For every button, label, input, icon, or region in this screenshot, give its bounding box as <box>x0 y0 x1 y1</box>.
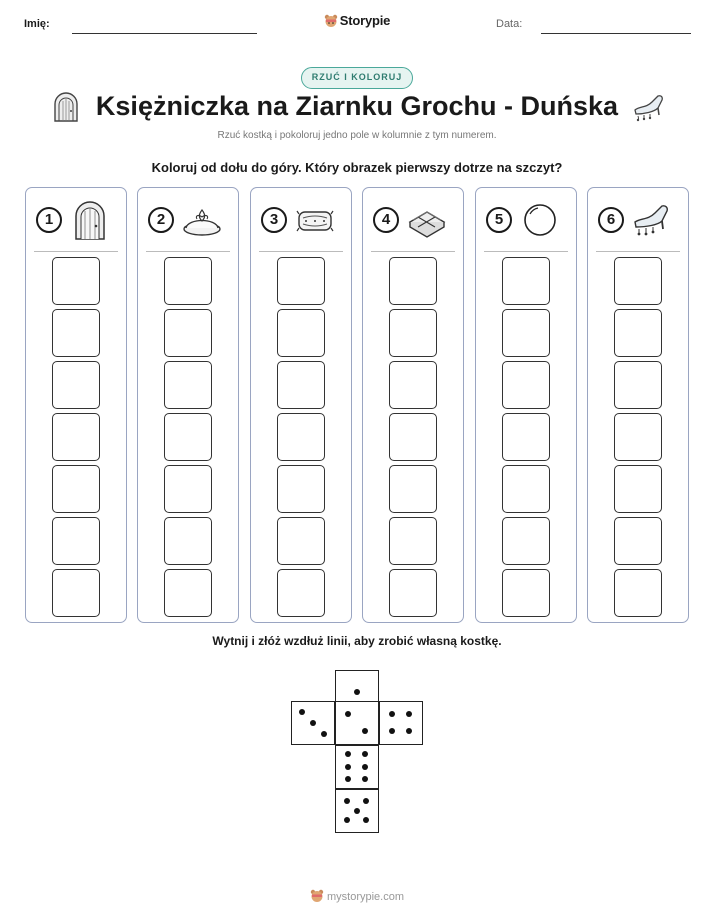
dice-pip <box>310 720 316 726</box>
activity-badge: RZUĆ I KOLORUJ <box>301 67 413 89</box>
color-box[interactable] <box>164 413 212 461</box>
dice-pip <box>362 764 368 770</box>
column-number: 6 <box>598 207 624 233</box>
date-label: Data: <box>496 18 523 30</box>
color-box[interactable] <box>277 465 325 513</box>
color-box[interactable] <box>389 361 437 409</box>
dice-pip <box>363 798 369 804</box>
color-box[interactable] <box>614 517 662 565</box>
castle-door-icon <box>70 200 110 240</box>
color-box[interactable] <box>277 569 325 617</box>
color-box[interactable] <box>389 569 437 617</box>
wet-slipper-icon <box>632 92 666 122</box>
dice-pip <box>406 711 412 717</box>
color-box[interactable] <box>52 361 100 409</box>
color-box[interactable] <box>614 309 662 357</box>
quilt-stack-icon <box>407 200 447 240</box>
color-box[interactable] <box>164 569 212 617</box>
dice-pip <box>299 709 305 715</box>
color-box[interactable] <box>52 465 100 513</box>
dice-pip <box>344 817 350 823</box>
name-label: Imię: <box>24 18 50 30</box>
column-divider <box>146 251 230 252</box>
footer <box>0 889 714 903</box>
brand-logo <box>0 13 714 28</box>
page-title: Księżniczka na Ziarnku Grochu - Duńska <box>95 91 619 121</box>
dice-pip <box>344 798 350 804</box>
dice-pip <box>345 711 351 717</box>
color-box[interactable] <box>614 465 662 513</box>
brand-name: Storypie <box>339 13 391 28</box>
dice-pip <box>389 728 395 734</box>
dice-pip <box>362 776 368 782</box>
dice-pip <box>321 731 327 737</box>
dice-pip <box>362 751 368 757</box>
color-box[interactable] <box>389 465 437 513</box>
color-box[interactable] <box>389 517 437 565</box>
color-box[interactable] <box>164 361 212 409</box>
color-box[interactable] <box>52 517 100 565</box>
dice-face-2 <box>335 701 379 745</box>
dice-face-3 <box>291 701 335 745</box>
column-divider <box>484 251 568 252</box>
column-number: 5 <box>486 207 512 233</box>
name-line[interactable] <box>72 33 257 34</box>
dice-pip <box>345 776 351 782</box>
color-box[interactable] <box>164 465 212 513</box>
color-box[interactable] <box>277 413 325 461</box>
dice-pip <box>345 751 351 757</box>
dice-pip <box>389 711 395 717</box>
column-number: 2 <box>148 207 174 233</box>
column-number: 4 <box>373 207 399 233</box>
color-box[interactable] <box>502 257 550 305</box>
color-box[interactable] <box>52 569 100 617</box>
column-2 <box>137 187 239 623</box>
color-box[interactable] <box>502 413 550 461</box>
instruction-text: Koloruj od dołu do góry. Który obrazek pierwszy dotrze na szczyt? <box>151 160 563 175</box>
date-line[interactable] <box>541 33 691 34</box>
color-box[interactable] <box>614 413 662 461</box>
column-divider <box>596 251 680 252</box>
column-1 <box>25 187 127 623</box>
color-box[interactable] <box>614 257 662 305</box>
pea-icon <box>520 200 560 240</box>
footer-url[interactable]: mystorypie.com <box>326 891 405 903</box>
dice-pip <box>345 764 351 770</box>
column-number: 3 <box>261 207 287 233</box>
color-box[interactable] <box>164 309 212 357</box>
dice-pip <box>354 808 360 814</box>
dice-face-5 <box>335 789 379 833</box>
column-number: 1 <box>36 207 62 233</box>
color-box[interactable] <box>277 517 325 565</box>
color-box[interactable] <box>52 413 100 461</box>
column-divider <box>34 251 118 252</box>
column-3 <box>250 187 352 623</box>
crown-icon <box>182 200 222 240</box>
color-box[interactable] <box>52 309 100 357</box>
color-box[interactable] <box>277 309 325 357</box>
color-box[interactable] <box>277 361 325 409</box>
color-box[interactable] <box>164 257 212 305</box>
column-5 <box>475 187 577 623</box>
color-box[interactable] <box>277 257 325 305</box>
dice-face-6 <box>335 745 379 789</box>
column-divider <box>371 251 455 252</box>
color-box[interactable] <box>389 257 437 305</box>
color-box[interactable] <box>614 569 662 617</box>
dice-pip <box>354 689 360 695</box>
dice-pip <box>363 817 369 823</box>
bear-logo-icon <box>324 14 338 28</box>
column-divider <box>259 251 343 252</box>
bear-logo-icon <box>310 889 324 903</box>
column-6 <box>587 187 689 623</box>
color-box[interactable] <box>389 309 437 357</box>
color-box[interactable] <box>614 361 662 409</box>
wet-slipper-icon <box>632 200 672 240</box>
cut-instruction: Wytnij i złóż wzdłuż linii, aby zrobić własną kostkę. <box>212 634 502 648</box>
color-box[interactable] <box>389 413 437 461</box>
dice-pip <box>362 728 368 734</box>
column-4 <box>362 187 464 623</box>
color-box[interactable] <box>502 569 550 617</box>
mattress-icon <box>295 200 335 240</box>
dice-pip <box>406 728 412 734</box>
color-box[interactable] <box>52 257 100 305</box>
subtitle: Rzuć kostką i pokoloruj jedno pole w kolumnie z tym numerem. <box>217 130 497 141</box>
color-box[interactable] <box>502 465 550 513</box>
color-box[interactable] <box>164 517 212 565</box>
color-box[interactable] <box>502 361 550 409</box>
color-box[interactable] <box>502 517 550 565</box>
color-box[interactable] <box>502 309 550 357</box>
dice-face-4 <box>379 701 423 745</box>
